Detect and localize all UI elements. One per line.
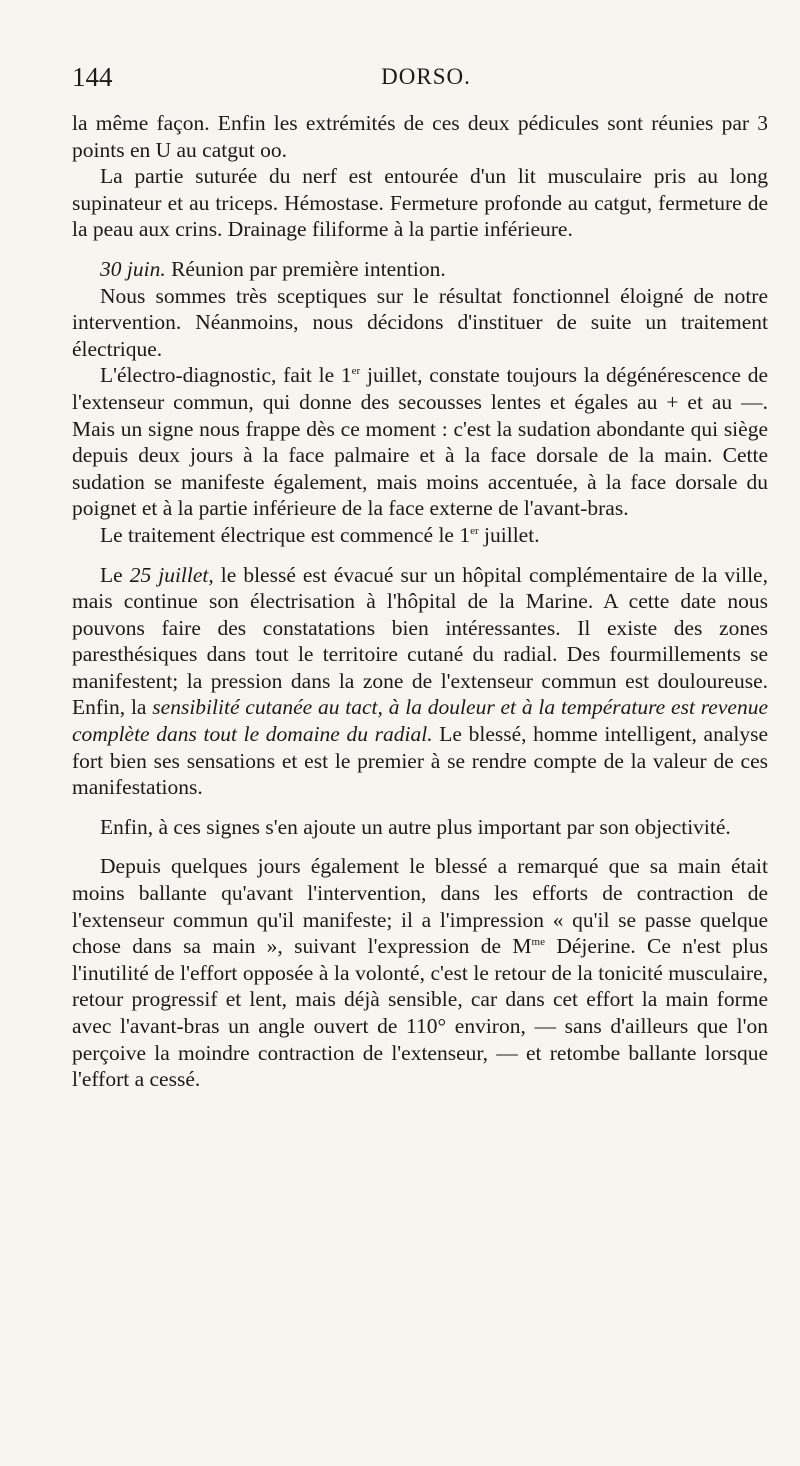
date-30-juin: 30 juin. <box>100 256 166 281</box>
running-head: DORSO. <box>381 64 471 89</box>
paragraph-7-italic: sensibilité cutanée au tact, à la douleur et à la température est revenue complète dans tout le domaine du radial. <box>72 695 768 747</box>
paragraph-5 <box>72 362 768 522</box>
title-superscript: me <box>531 936 545 949</box>
paragraph-6-part2: juillet. <box>478 522 540 547</box>
body-text <box>72 110 768 1093</box>
paragraph-9-part2: Déjerine. Ce n'est plus l'inutilité de l'effort opposée à la volonté, c'est le retour de la tonicité musculaire, retour progressif et lent, mais déjà sensible, car dans cet effort la main forme avec l'avant-bras un angle ouvert de 110° environ, — sans d'ailleurs que l'on perçoive la moindre contraction de l'extenseur, — et retombe ballante lorsque l'effort a cessé. <box>72 934 768 1092</box>
date-25-juillet: 25 juillet, <box>129 562 214 587</box>
page-number: 144 <box>72 62 113 92</box>
paragraph-3-text: Réunion par première intention. <box>165 256 446 281</box>
paragraph-9-part1: Depuis quelques jours également le blessé a remarqué que sa main était moins ballante qu'avant l'intervention, dans les efforts de contraction de l'extenseur commun qu'il manifeste; il a l'impression « qu'il se passe quelque chose dans sa main », suivant l'expression de M <box>72 854 768 959</box>
paragraph-2: La partie suturée du nerf est entourée d'un lit musculaire pris au long supinateur et au triceps. Hémostase. Fermeture profonde au catgut, fermeture de la peau aux crins. Drainage filiforme à la partie inférieure. <box>72 164 768 242</box>
paragraph-9 <box>72 853 768 1092</box>
page-header <box>72 62 760 102</box>
paragraph-7-part2: Le blessé, homme intelligent, analyse fort bien ses sensations et est le premier à se rendre compte de la valeur de ces manifestations. <box>72 722 768 800</box>
ordinal-superscript: er <box>351 365 361 378</box>
paragraph-7-lead: Le <box>100 562 130 587</box>
paragraph-7-part1: le blessé est évacué sur un hôpital complémentaire de la ville, mais continue son électrisation à l'hôpital de la Marine. A cette date nous pouvons faire des constatations bien intéressantes. Il existe des zones paresthésiques dans tout le territoire cutané du radial. Des fourmillements se manifestent; la pression dans la zone de l'extenseur commun est douloureuse. Enfin, la <box>72 562 768 720</box>
paragraph-7 <box>72 562 768 801</box>
paragraph-3 <box>72 256 768 283</box>
ordinal-superscript: er <box>470 524 479 537</box>
paragraph-4: Nous sommes très sceptiques sur le résultat fonctionnel éloigné de notre intervention. Néanmoins, nous décidons d'instituer de suite un traitement électrique. <box>72 283 768 361</box>
paragraph-6-part1: Le traitement électrique est commencé le 1 <box>100 522 471 547</box>
paragraph-6 <box>72 522 768 549</box>
paragraph-1: la même façon. Enfin les extrémités de ces deux pédicules sont réunies par 3 points en U au catgut oo. <box>72 111 768 162</box>
paragraph-8: Enfin, à ces signes s'en ajoute un autre plus important par son objectivité. <box>100 814 731 839</box>
paragraph-5-part2: juillet, constate toujours la dégénérescence de l'extenseur commun, qui donne des secousses lentes et égales au + et au —. Mais un signe nous frappe dès ce moment : c'est la sudation abondante qui siège depuis deux jours à la face palmaire et à la face dorsale de la main. Cette sudation se manifeste également, mais moins accentuée, à la face dorsale du poignet et à la partie inférieure de la face externe de l'avant-bras. <box>72 363 768 521</box>
paragraph-5-part1: L'électro-diagnostic, fait le 1 <box>100 363 352 388</box>
